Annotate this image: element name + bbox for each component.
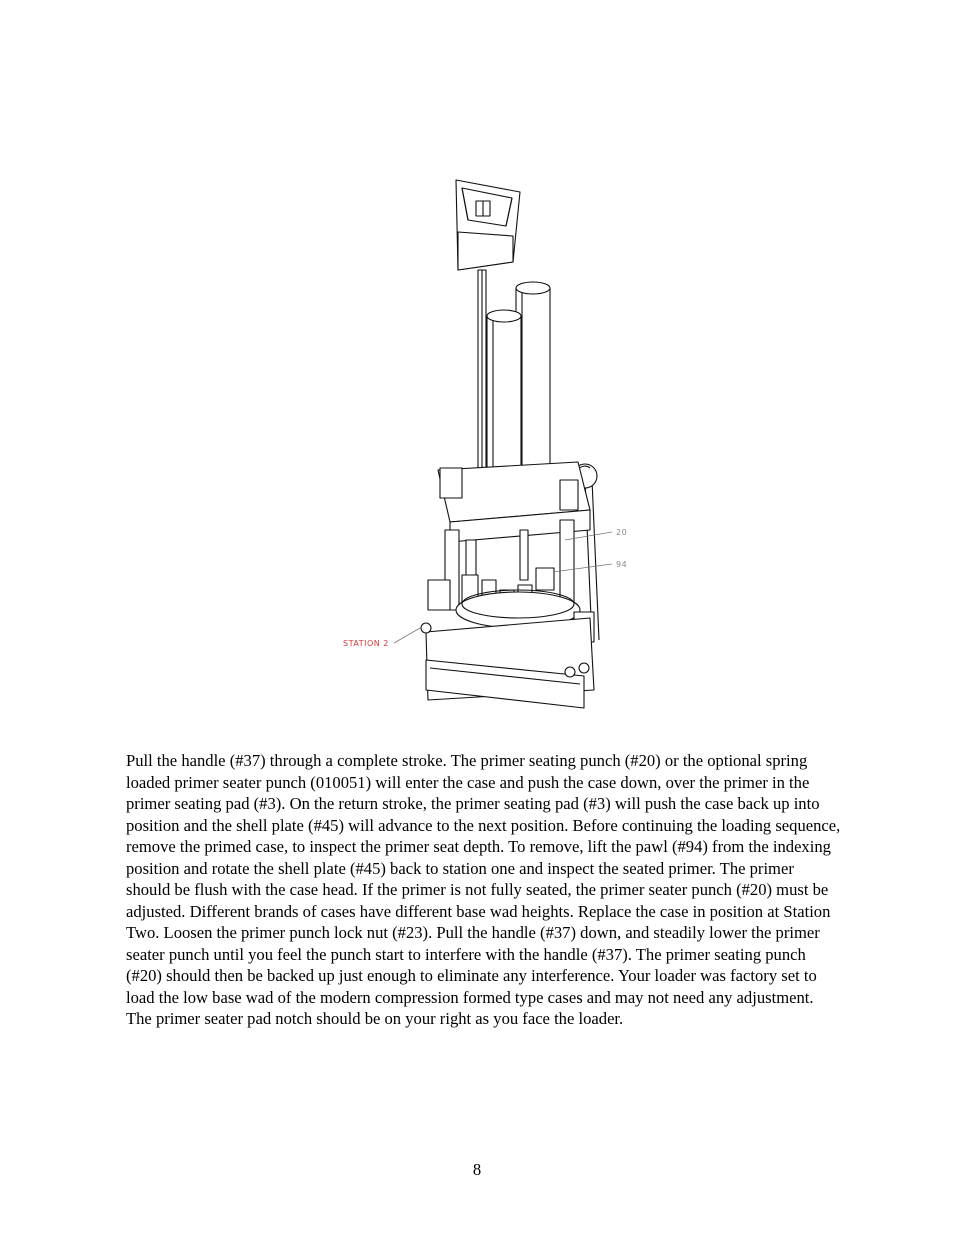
callout-part-20: 20 — [616, 528, 628, 537]
callout-part-94: 94 — [616, 560, 628, 569]
primer-hopper — [456, 180, 520, 270]
callout-line-station-2 — [394, 628, 420, 643]
loader-drawing — [330, 170, 650, 715]
instruction-paragraph: Pull the handle (#37) through a complete stroke. The primer seating punch (#20) or the optional spring loaded primer seater punch (010051) will enter the case and push the case down, over the primer in the primer seating pad (#3). On the return stroke, the primer seating pad (#3) will push the case back up into position and the shell plate (#45) will advance to the next position. Before continuing the loading sequence, remove the primed case, to inspect the primer seat depth. To remove, lift the pawl (#94) from the indexing position and rotate the shell plate (#45) back to station one and inspect the seated primer. The primer should be flush with the case head. If the primer is not fully seated, the primer seater punch (#20) must be adjusted. Different brands of cases have different base wad heights. Replace the case in position at Station Two. Loosen the primer punch lock nut (#23). Pull the handle (#37) down, and steadily lower the primer seater punch until you feel the punch start to interfere with the handle (#37). The primer seating punch (#20) should then be backed up just enough to eliminate any interference. Your loader was factory set to load the low base wad of the modern compression formed type cases and may not need any adjustment. The primer seater pad notch should be on your right as you face the loader. — [126, 751, 841, 1028]
base — [421, 618, 594, 708]
primer-feed-tube — [478, 270, 486, 500]
side-bracket — [428, 580, 450, 610]
callout-station-2: STATION 2 — [343, 639, 389, 648]
page-number: 8 — [472, 1160, 482, 1179]
